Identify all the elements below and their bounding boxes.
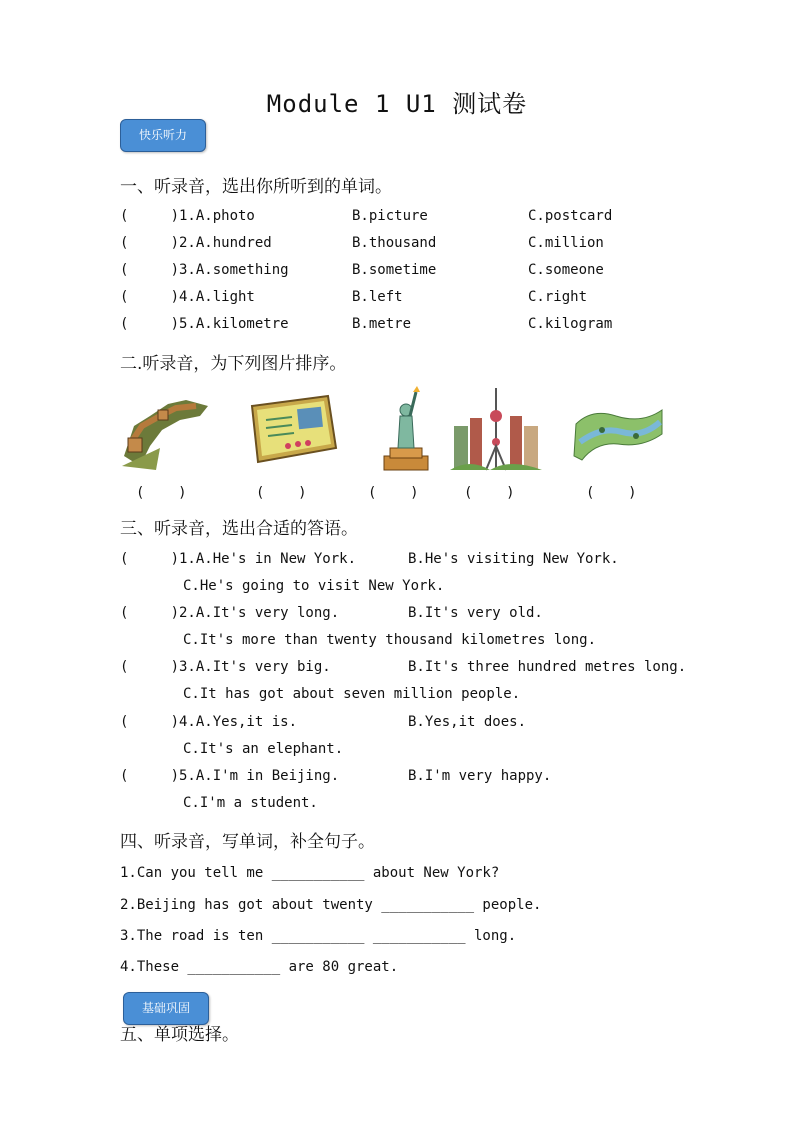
- s1-row5-c: C.kilogram: [528, 316, 613, 332]
- s3-item1-c: C.He's going to visit New York.: [183, 578, 445, 594]
- section3-heading: 三、听录音，选出合适的答语。: [120, 519, 358, 539]
- section1-heading: 一、听录音，选出你所听到的单词。: [120, 177, 392, 197]
- postcard-picture: [248, 386, 340, 474]
- s3-item2-c: C.It's more than twenty thousand kilometres long.: [183, 632, 597, 648]
- s3-item2-b: B.It's very old.: [408, 605, 543, 621]
- s3-item3-b: B.It's three hundred metres long.: [408, 659, 687, 675]
- listening-badge: 快乐听力: [120, 119, 206, 152]
- great-wall-picture: [120, 386, 212, 474]
- s1-row4-a: ( )4.A.light: [120, 289, 255, 305]
- s3-item4-c: C.It's an elephant.: [183, 741, 344, 757]
- s1-row4-c: C.right: [528, 289, 588, 305]
- s3-item3-a: ( )3.A.It's very big.: [120, 659, 331, 675]
- picture-blank-4[interactable]: ( ): [464, 485, 515, 501]
- s3-item5-a: ( )5.A.I'm in Beijing.: [120, 768, 340, 784]
- basics-badge: 基础巩固: [123, 992, 209, 1025]
- s3-item4-b: B.Yes,it does.: [408, 714, 527, 730]
- s1-row1-a: ( )1.A.photo: [120, 208, 255, 224]
- s1-row4-b: B.left: [352, 289, 403, 305]
- s1-row1-b: B.picture: [352, 208, 428, 224]
- s3-item5-c: C.I'm a student.: [183, 795, 318, 811]
- s1-row3-b: B.sometime: [352, 262, 437, 278]
- s1-row2-a: ( )2.A.hundred: [120, 235, 272, 251]
- section4-heading: 四、听录音，写单词，补全句子。: [120, 832, 375, 852]
- picture-blank-2[interactable]: ( ): [256, 485, 307, 501]
- s1-row2-c: C.million: [528, 235, 604, 251]
- section5-heading: 五、单项选择。: [120, 1025, 239, 1045]
- s3-item2-a: ( )2.A.It's very long.: [120, 605, 340, 621]
- s1-row5-b: B.metre: [352, 316, 412, 332]
- s1-row3-c: C.someone: [528, 262, 604, 278]
- picture-blank-3[interactable]: ( ): [368, 485, 419, 501]
- s3-item1-b: B.He's visiting New York.: [408, 551, 619, 567]
- s4-sentence-4: 4.These ___________ are 80 great.: [120, 959, 399, 975]
- s4-sentence-2: 2.Beijing has got about twenty ___________ people.: [120, 897, 542, 913]
- s4-sentence-1: 1.Can you tell me ___________ about New York?: [120, 865, 500, 881]
- s1-row3-a: ( )3.A.something: [120, 262, 289, 278]
- s1-row1-c: C.postcard: [528, 208, 613, 224]
- statue-of-liberty-picture: [360, 386, 452, 474]
- s1-row5-a: ( )5.A.kilometre: [120, 316, 289, 332]
- section2-heading: 二.听录音，为下列图片排序。: [120, 354, 347, 374]
- s3-item1-a: ( )1.A.He's in New York.: [120, 551, 357, 567]
- s4-sentence-3: 3.The road is ten ___________ ___________ long.: [120, 928, 517, 944]
- s3-item4-a: ( )4.A.Yes,it is.: [120, 714, 298, 730]
- river-map-picture: [572, 386, 664, 474]
- s1-row2-b: B.thousand: [352, 235, 437, 251]
- s3-item5-b: B.I'm very happy.: [408, 768, 552, 784]
- page-title: Module 1 U1 测试卷: [266, 90, 528, 118]
- s3-item3-c: C.It has got about seven million people.: [183, 686, 521, 702]
- picture-blank-1[interactable]: ( ): [136, 485, 187, 501]
- oriental-pearl-tower-picture: [450, 386, 542, 474]
- picture-blank-5[interactable]: ( ): [586, 485, 637, 501]
